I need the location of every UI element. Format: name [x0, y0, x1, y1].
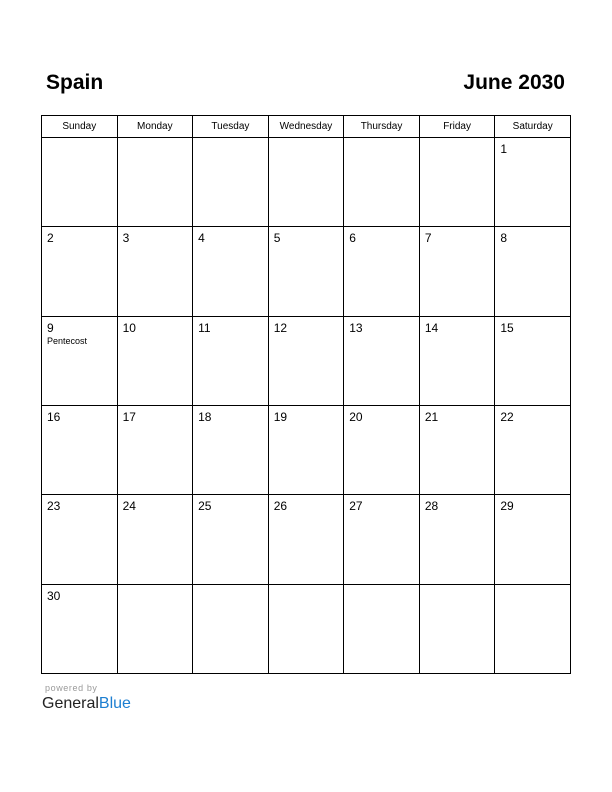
day-number: 5 — [273, 231, 281, 246]
day-cell — [193, 316, 269, 405]
day-cell — [419, 138, 495, 227]
day-number — [269, 585, 344, 589]
day-number: 6 — [349, 231, 356, 246]
day-number — [193, 138, 268, 142]
day-number: 20 — [349, 409, 363, 424]
day-number: 14 — [424, 320, 439, 335]
country-title: Spain — [46, 71, 104, 94]
day-cell — [117, 584, 193, 673]
day-cell — [495, 495, 571, 584]
day-cell — [268, 138, 344, 227]
day-number: 10 — [122, 320, 136, 335]
powered-by-label: powered by — [45, 683, 98, 693]
weekday-sunday: Sunday — [42, 116, 118, 138]
day-cell — [495, 138, 571, 227]
brand-general-text: General — [42, 695, 99, 712]
day-number — [193, 585, 268, 589]
weekday-monday: Monday — [117, 116, 193, 138]
week-row-3 — [42, 316, 571, 405]
weekday-tuesday: Tuesday — [193, 116, 269, 138]
day-cell — [419, 405, 495, 494]
brand-blue-text: Blue — [98, 695, 131, 712]
day-cell — [193, 584, 269, 673]
day-cell — [193, 227, 269, 316]
day-cell — [344, 495, 420, 584]
day-number — [118, 138, 193, 142]
day-cell — [495, 405, 571, 494]
day-cell — [42, 584, 118, 673]
day-number: 2 — [47, 231, 54, 246]
day-number: 11 — [198, 320, 211, 335]
day-cell — [268, 405, 344, 494]
day-number: 4 — [198, 231, 205, 246]
day-cell — [268, 584, 344, 673]
week-row-1 — [42, 138, 571, 227]
week-row-4 — [42, 405, 571, 494]
day-number: 24 — [122, 499, 136, 514]
day-number: 9 — [47, 320, 54, 335]
day-cell — [344, 584, 420, 673]
weekday-wednesday: Wednesday — [268, 116, 344, 138]
day-number — [420, 138, 495, 142]
day-cell — [42, 495, 118, 584]
day-cell — [419, 584, 495, 673]
day-number: 22 — [500, 409, 514, 424]
day-number: 29 — [500, 499, 514, 514]
week-row-6 — [42, 584, 571, 673]
day-cell — [268, 495, 344, 584]
week-row-2 — [42, 227, 571, 316]
day-cell — [117, 316, 193, 405]
day-cell — [117, 405, 193, 494]
day-number — [344, 585, 419, 589]
day-number: 18 — [198, 409, 212, 424]
day-number: 7 — [424, 231, 432, 246]
weekday-saturday: Saturday — [495, 116, 571, 138]
day-cell — [117, 138, 193, 227]
day-number: 30 — [47, 588, 61, 603]
day-cell — [117, 227, 193, 316]
weekday-thursday: Thursday — [344, 116, 420, 138]
day-cell — [495, 316, 571, 405]
day-cell — [268, 227, 344, 316]
day-number — [118, 585, 193, 589]
day-cell — [193, 138, 269, 227]
day-number: 21 — [424, 409, 439, 424]
day-cell — [268, 316, 344, 405]
day-number: 12 — [273, 320, 288, 335]
month-title: June 2030 — [463, 71, 565, 94]
day-number: 23 — [47, 499, 61, 514]
day-cell — [42, 316, 118, 405]
week-row-5 — [42, 495, 571, 584]
day-number: 3 — [122, 231, 130, 246]
day-number: 25 — [198, 499, 212, 514]
day-cell — [193, 405, 269, 494]
weekday-friday: Friday — [419, 116, 495, 138]
day-cell — [117, 495, 193, 584]
day-number — [344, 138, 419, 142]
day-cell — [344, 227, 420, 316]
day-number: 17 — [122, 409, 136, 424]
day-number: 28 — [424, 499, 439, 514]
day-cell — [419, 227, 495, 316]
day-cell — [42, 138, 118, 227]
day-cell — [344, 316, 420, 405]
day-number: 1 — [500, 142, 508, 156]
day-number — [269, 138, 344, 142]
day-cell — [344, 405, 420, 494]
day-cell — [344, 138, 420, 227]
calendar-grid — [41, 115, 571, 674]
day-cell — [419, 495, 495, 584]
day-number: 8 — [500, 231, 508, 246]
day-cell — [42, 227, 118, 316]
holiday-label: Pentecost — [47, 335, 88, 346]
day-number — [420, 585, 495, 589]
day-cell — [193, 495, 269, 584]
day-number — [42, 138, 117, 142]
day-cell — [42, 405, 118, 494]
day-number: 16 — [47, 409, 61, 424]
day-cell — [495, 227, 571, 316]
weekday-header-row — [42, 116, 571, 138]
day-number — [495, 585, 570, 589]
day-number: 26 — [273, 499, 288, 514]
day-cell — [419, 316, 495, 405]
day-number: 19 — [273, 409, 288, 424]
day-number: 27 — [349, 499, 363, 514]
day-cell — [495, 584, 571, 673]
day-number: 15 — [500, 320, 514, 335]
day-number: 13 — [349, 320, 363, 335]
brand-logo[interactable] — [42, 694, 131, 714]
